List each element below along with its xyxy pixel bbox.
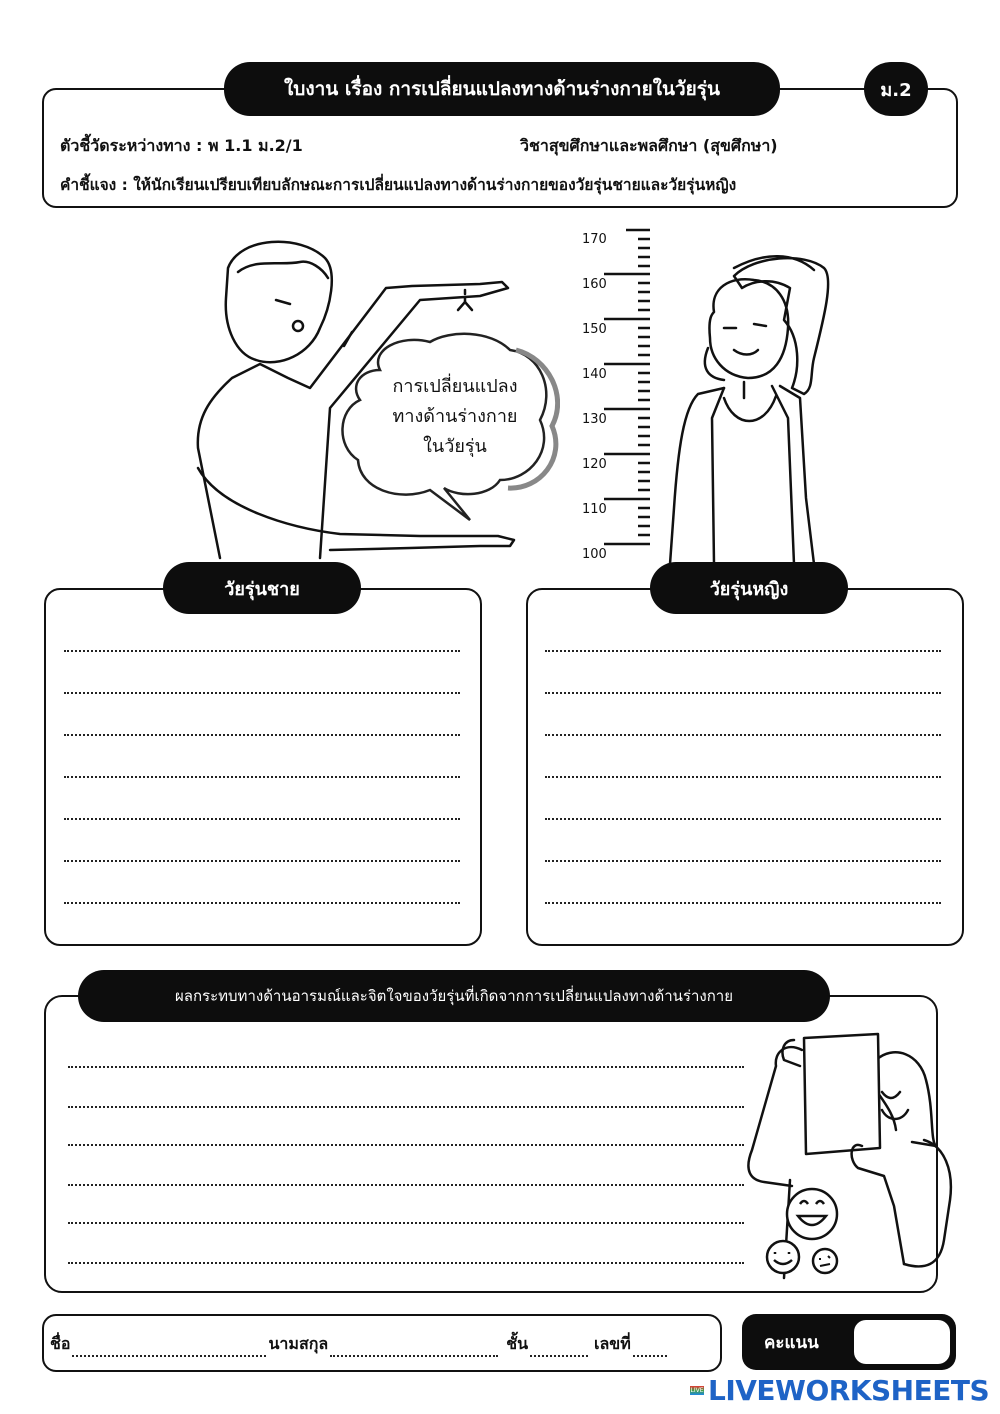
boys-answer-box bbox=[44, 588, 482, 946]
surname-field[interactable] bbox=[330, 1341, 498, 1357]
boys-label: วัยรุ่นชาย bbox=[163, 562, 361, 614]
number-label: เลขที่ bbox=[594, 1334, 631, 1353]
impact-answer-line-3[interactable] bbox=[68, 1144, 744, 1146]
boys-answer-line-3[interactable] bbox=[64, 734, 460, 736]
height-ruler bbox=[582, 222, 662, 562]
ruler-label-160: 160 bbox=[582, 277, 607, 292]
brand-name: LIVEWORKSHEETS bbox=[708, 1374, 990, 1407]
impact-answer-line-1[interactable] bbox=[68, 1066, 744, 1068]
boys-answer-line-2[interactable] bbox=[64, 692, 460, 694]
girl-measuring-illustration bbox=[664, 248, 834, 566]
name-field[interactable] bbox=[72, 1341, 266, 1357]
impact-answer-line-5[interactable] bbox=[68, 1222, 744, 1224]
girls-label: วัยรุ่นหญิง bbox=[650, 562, 848, 614]
ruler-label-120: 120 bbox=[582, 457, 607, 472]
boys-answer-line-1[interactable] bbox=[64, 650, 460, 652]
neutral-face-icon bbox=[810, 1246, 840, 1276]
bubble-line-1: การเปลี่ยนแปลง bbox=[392, 376, 518, 397]
bubble-line-3: ในวัยรุ่น bbox=[423, 436, 487, 457]
impact-answer-line-2[interactable] bbox=[68, 1106, 744, 1108]
class-field[interactable] bbox=[530, 1341, 588, 1357]
smile-face-icon bbox=[764, 1238, 802, 1276]
ruler-label-100: 100 bbox=[582, 547, 607, 562]
ruler-label-150: 150 bbox=[582, 322, 607, 337]
impact-answer-line-4[interactable] bbox=[68, 1184, 744, 1186]
ruler-label-110: 110 bbox=[582, 502, 607, 517]
girls-answer-box bbox=[526, 588, 964, 946]
boys-answer-line-4[interactable] bbox=[64, 776, 460, 778]
student-info-row bbox=[50, 1332, 667, 1357]
impact-answer-line-6[interactable] bbox=[68, 1262, 744, 1264]
bubble-line-2: ทางด้านร่างกาย bbox=[392, 406, 518, 427]
impact-label: ผลกระทบทางด้านอารมณ์และจิตใจของวัยรุ่นที่เกิดจากการเปลี่ยนแปลงทางด้านร่างกาย bbox=[78, 970, 830, 1022]
happy-face-icon bbox=[784, 1186, 840, 1242]
subject-text: วิชาสุขศึกษาและพลศึกษา (สุขศึกษา) bbox=[520, 136, 778, 155]
girls-answer-line-1[interactable] bbox=[545, 650, 941, 652]
grade-badge: ม.2 bbox=[864, 62, 928, 116]
ruler-label-140: 140 bbox=[582, 367, 607, 382]
boys-answer-line-5[interactable] bbox=[64, 818, 460, 820]
score-label: คะแนน bbox=[764, 1332, 819, 1353]
worksheet-title: ใบงาน เรื่อง การเปลี่ยนแปลงทางด้านร่างกายในวัยรุ่น bbox=[224, 62, 780, 116]
class-label: ชั้น bbox=[506, 1334, 528, 1353]
ruler-label-170: 170 bbox=[582, 232, 607, 247]
girls-answer-line-2[interactable] bbox=[545, 692, 941, 694]
girls-answer-line-4[interactable] bbox=[545, 776, 941, 778]
number-field[interactable] bbox=[633, 1341, 667, 1357]
live-badge: LIVE bbox=[690, 1387, 704, 1394]
boys-answer-line-6[interactable] bbox=[64, 860, 460, 862]
liveworksheets-logo bbox=[690, 1374, 989, 1407]
ruler-label-130: 130 bbox=[582, 412, 607, 427]
instruction-text: คำชี้แจง : ให้นักเรียนเปรียบเทียบลักษณะการเปลี่ยนแปลงทางด้านร่างกายของวัยรุ่นชายและวัยรุ่นหญิง bbox=[60, 176, 737, 194]
name-label: ชื่อ bbox=[50, 1334, 71, 1353]
indicator-text: ตัวชี้วัดระหว่างทาง : พ 1.1 ม.2/1 bbox=[60, 136, 303, 155]
girls-answer-line-5[interactable] bbox=[545, 818, 941, 820]
girls-answer-line-3[interactable] bbox=[545, 734, 941, 736]
surname-label: นามสกุล bbox=[268, 1334, 329, 1353]
bubble-text bbox=[370, 372, 540, 462]
boys-answer-line-7[interactable] bbox=[64, 902, 460, 904]
girls-answer-line-6[interactable] bbox=[545, 860, 941, 862]
score-field[interactable] bbox=[854, 1320, 950, 1364]
girls-answer-line-7[interactable] bbox=[545, 902, 941, 904]
